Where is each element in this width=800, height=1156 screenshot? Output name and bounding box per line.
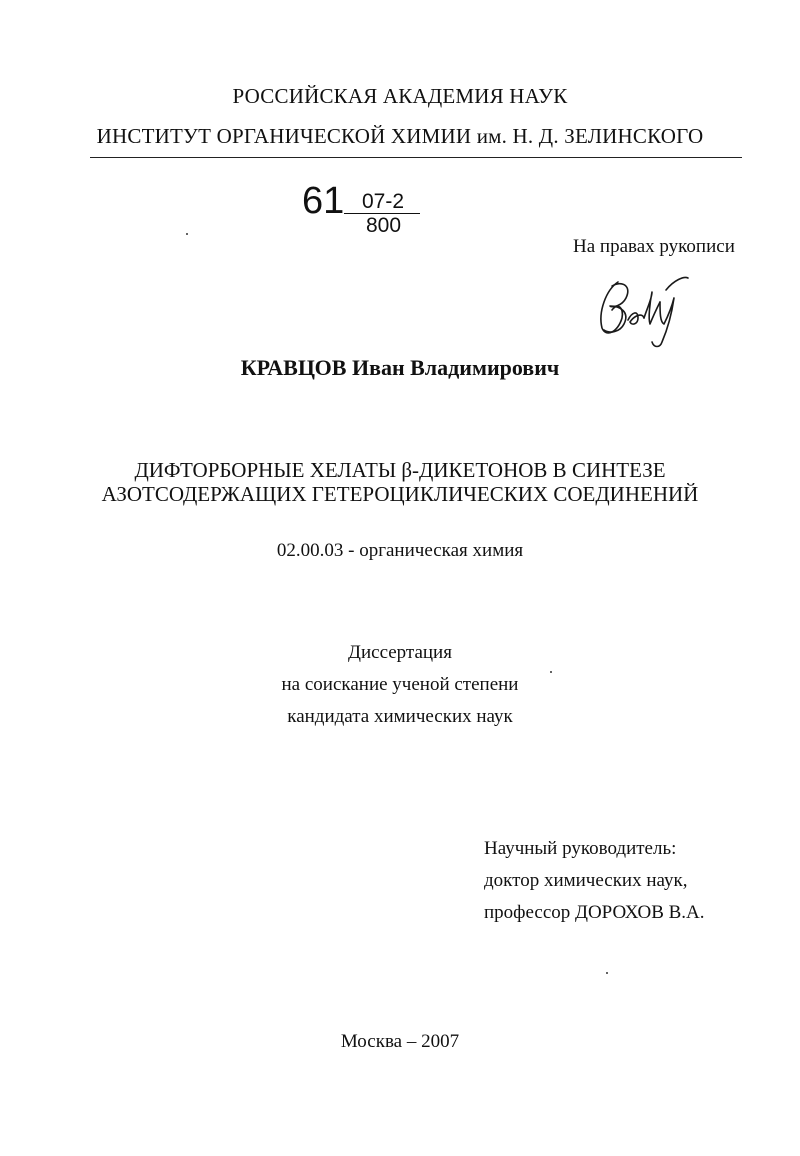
signature-stroke: [628, 313, 644, 324]
supervisor-block: [484, 833, 705, 929]
signature-stroke: [652, 298, 674, 347]
dissertation-line-3: кандидата химических наук: [287, 706, 513, 727]
supervisor-label: Научный руководитель:: [484, 838, 677, 859]
dissertation-line-2: на соискание ученой степени: [281, 674, 519, 695]
signature-stroke: [666, 278, 688, 291]
title-line-2: АЗОТСОДЕРЖАЩИХ ГЕТЕРОЦИКЛИЧЕСКИХ СОЕДИНЕНИЙ: [101, 482, 699, 506]
scan-speck: [606, 972, 608, 974]
institute-name: ИНСТИТУТ ОРГАНИЧЕСКОЙ ХИМИИ им. Н. Д. ЗЕЛИНСКОГО: [96, 124, 704, 148]
author-name: [0, 355, 800, 381]
supervisor-degree: доктор химических наук,: [484, 870, 688, 891]
author-given-names: Иван Владимирович: [351, 355, 560, 380]
manuscript-rights-note: На правах рукописи: [573, 236, 735, 257]
supervisor-name: профессор ДОРОХОВ В.А.: [484, 902, 705, 923]
scan-speck: [186, 233, 188, 235]
stamp-numerator: 07-2: [362, 190, 405, 213]
title-line-1: ДИФТОРБОРНЫЕ ХЕЛАТЫ β-ДИКЕТОНОВ В СИНТЕЗЕ: [134, 458, 666, 482]
city-year: Москва – 2007: [340, 1031, 460, 1052]
specialty-code: 02.00.03 - органическая химия: [276, 540, 524, 561]
signature-stroke: [644, 292, 660, 324]
scan-speck: [550, 671, 552, 673]
stamp-code: 61: [302, 180, 345, 222]
signature-stroke: [604, 284, 628, 332]
author-surname: КРАВЦОВ: [240, 355, 347, 380]
stamp-denominator: 800: [366, 214, 402, 237]
dissertation-title: [0, 458, 800, 506]
dissertation-line-1: Диссертация: [348, 642, 452, 663]
academy-name: РОССИЙСКАЯ АКАДЕМИЯ НАУК: [232, 84, 568, 108]
header-divider: [90, 157, 742, 158]
dissertation-type: [0, 637, 800, 733]
author-signature: [588, 272, 698, 350]
